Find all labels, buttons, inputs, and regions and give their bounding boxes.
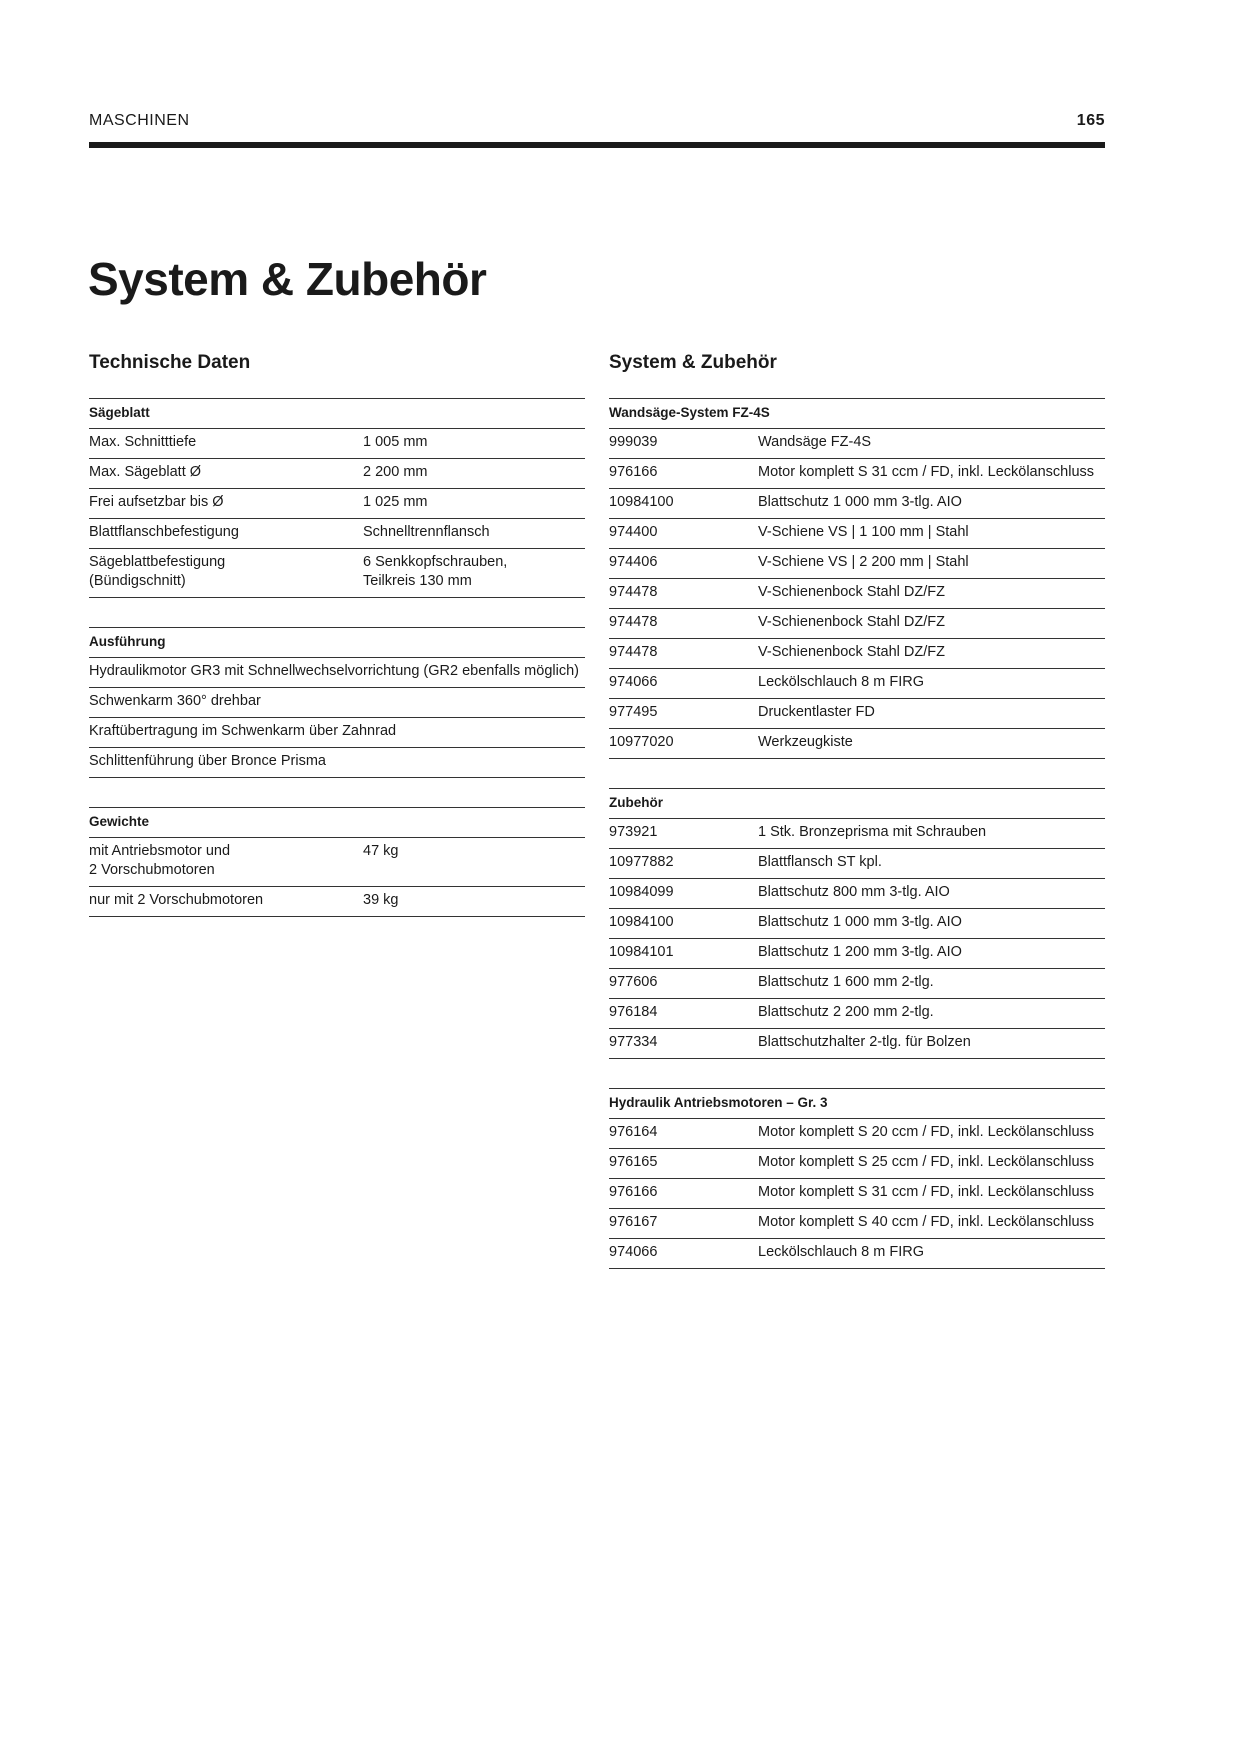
row-value: V-Schiene VS | 1 100 mm | Stahl bbox=[758, 524, 969, 540]
row-label: 974400 bbox=[609, 524, 658, 540]
table-row bbox=[609, 548, 1105, 578]
row-value: Blattschutz 800 mm 3-tlg. AIO bbox=[758, 884, 950, 900]
table-row bbox=[609, 878, 1105, 908]
table-row bbox=[89, 837, 585, 886]
row-label: 976164 bbox=[609, 1124, 658, 1140]
row-value: 39 kg bbox=[363, 892, 399, 908]
row-value: Motor komplett S 40 ccm / FD, inkl. Leckölanschluss bbox=[758, 1214, 1095, 1230]
technical-data-column bbox=[89, 352, 585, 946]
row-label: 976166 bbox=[609, 464, 658, 480]
table-row bbox=[609, 1118, 1105, 1148]
row-value: 2 200 mm bbox=[363, 464, 428, 480]
header-rule bbox=[89, 142, 1105, 148]
page-number: 165 bbox=[1076, 112, 1105, 129]
row-value: 1 Stk. Bronzeprisma mit Schrauben bbox=[758, 824, 987, 840]
table-row bbox=[609, 608, 1105, 638]
row-label: 974066 bbox=[609, 1244, 658, 1260]
row-value: V-Schienenbock Stahl DZ/FZ bbox=[758, 644, 945, 660]
row-label: 999039 bbox=[609, 434, 658, 450]
table-row bbox=[609, 638, 1105, 668]
row-label: 10977020 bbox=[609, 734, 674, 750]
table-row bbox=[609, 728, 1105, 759]
row-label: mit Antriebsmotor und 2 Vorschubmotoren bbox=[89, 843, 231, 878]
table-heading: Hydraulik Antriebsmotoren – Gr. 3 bbox=[609, 1088, 1105, 1118]
row-label: 977495 bbox=[609, 704, 658, 720]
row-text: Schlittenführung über Bronce Prisma bbox=[89, 753, 326, 769]
row-label: 976166 bbox=[609, 1184, 658, 1200]
row-label: 976167 bbox=[609, 1214, 658, 1230]
table-row bbox=[89, 687, 585, 717]
row-label: 974478 bbox=[609, 644, 658, 660]
row-text: Schwenkarm 360° drehbar bbox=[89, 693, 261, 709]
row-value: Blattschutz 1 000 mm 3-tlg. AIO bbox=[758, 914, 962, 930]
table-row bbox=[609, 698, 1105, 728]
row-value: 47 kg bbox=[363, 843, 399, 859]
zubehoer-table bbox=[609, 788, 1105, 1059]
row-label: 973921 bbox=[609, 824, 658, 840]
page-header bbox=[89, 112, 1105, 130]
technical-data-title: Technische Daten bbox=[89, 352, 251, 373]
saegeblatt-table bbox=[89, 398, 585, 598]
table-row bbox=[609, 578, 1105, 608]
row-value: Blattschutz 2 200 mm 2-tlg. bbox=[758, 1004, 934, 1020]
table-row bbox=[89, 428, 585, 458]
ausfuehrung-table bbox=[89, 627, 585, 778]
system-accessories-column bbox=[609, 352, 1105, 1298]
row-value: V-Schienenbock Stahl DZ/FZ bbox=[758, 584, 945, 600]
hydraulik-table bbox=[609, 1088, 1105, 1269]
table-row bbox=[609, 458, 1105, 488]
row-label: 977606 bbox=[609, 974, 658, 990]
table-row bbox=[89, 747, 585, 778]
table-row bbox=[609, 1178, 1105, 1208]
row-value: Blattschutz 1 600 mm 2-tlg. bbox=[758, 974, 934, 990]
row-label: 10977882 bbox=[609, 854, 674, 870]
system-accessories-title: System & Zubehör bbox=[609, 352, 777, 373]
row-value: Leckölschlauch 8 m FIRG bbox=[758, 674, 925, 690]
table-row bbox=[609, 818, 1105, 848]
row-label: 10984100 bbox=[609, 494, 674, 510]
row-label: Sägeblattbefestigung (Bündigschnitt) bbox=[89, 554, 226, 589]
table-row bbox=[89, 518, 585, 548]
wandsaege-system-table bbox=[609, 398, 1105, 759]
row-label: 974066 bbox=[609, 674, 658, 690]
row-label: 974406 bbox=[609, 554, 658, 570]
row-text: Hydraulikmotor GR3 mit Schnellwechselvorrichtung (GR2 ebenfalls möglich) bbox=[89, 663, 579, 679]
row-label: Frei aufsetzbar bis Ø bbox=[89, 494, 224, 510]
row-value: Motor komplett S 20 ccm / FD, inkl. Leckölanschluss bbox=[758, 1124, 1095, 1140]
table-row bbox=[609, 668, 1105, 698]
table-row bbox=[89, 458, 585, 488]
row-text: Kraftübertragung im Schwenkarm über Zahnrad bbox=[89, 723, 397, 739]
row-value: Werkzeugkiste bbox=[758, 734, 853, 750]
row-value: Blattschutz 1 000 mm 3-tlg. AIO bbox=[758, 494, 962, 510]
row-label: 10984100 bbox=[609, 914, 674, 930]
row-label: 10984099 bbox=[609, 884, 674, 900]
row-label: Blattflanschbefestigung bbox=[89, 524, 239, 540]
row-label: 10984101 bbox=[609, 944, 674, 960]
gewichte-table bbox=[89, 807, 585, 917]
row-value: Blattschutzhalter 2-tlg. für Bolzen bbox=[758, 1034, 971, 1050]
row-value: Schnelltrennflansch bbox=[363, 524, 490, 540]
table-row bbox=[609, 518, 1105, 548]
row-label: nur mit 2 Vorschubmotoren bbox=[89, 892, 264, 908]
row-value: Motor komplett S 25 ccm / FD, inkl. Leckölanschluss bbox=[758, 1154, 1095, 1170]
row-label: Max. Sägeblatt Ø bbox=[89, 464, 202, 480]
row-label: 977334 bbox=[609, 1034, 658, 1050]
row-label: 974478 bbox=[609, 614, 658, 630]
table-row bbox=[89, 886, 585, 917]
table-row bbox=[609, 428, 1105, 458]
table-row bbox=[609, 1238, 1105, 1269]
page-title: System & Zubehör bbox=[88, 253, 487, 305]
table-heading: Wandsäge-System FZ-4S bbox=[609, 398, 1105, 428]
section-label: MASCHINEN bbox=[89, 112, 190, 129]
row-label: 976165 bbox=[609, 1154, 658, 1170]
row-value: V-Schiene VS | 2 200 mm | Stahl bbox=[758, 554, 969, 570]
table-row bbox=[609, 488, 1105, 518]
row-value: 6 Senkkopfschrauben, Teilkreis 130 mm bbox=[363, 554, 508, 589]
row-value: 1 005 mm bbox=[363, 434, 428, 450]
row-value: Blattflansch ST kpl. bbox=[758, 854, 882, 870]
row-value: 1 025 mm bbox=[363, 494, 428, 510]
table-row bbox=[609, 1148, 1105, 1178]
table-row bbox=[609, 938, 1105, 968]
table-row bbox=[609, 1208, 1105, 1238]
table-heading: Sägeblatt bbox=[89, 398, 585, 428]
row-label: Max. Schnitttiefe bbox=[89, 434, 197, 450]
row-value: Motor komplett S 31 ccm / FD, inkl. Leckölanschluss bbox=[758, 464, 1095, 480]
table-row bbox=[609, 908, 1105, 938]
row-value: V-Schienenbock Stahl DZ/FZ bbox=[758, 614, 945, 630]
table-row bbox=[609, 998, 1105, 1028]
table-row bbox=[89, 548, 585, 598]
table-row bbox=[89, 488, 585, 518]
table-row bbox=[609, 968, 1105, 998]
row-label: 976184 bbox=[609, 1004, 658, 1020]
table-row bbox=[609, 848, 1105, 878]
row-value: Blattschutz 1 200 mm 3-tlg. AIO bbox=[758, 944, 962, 960]
row-value: Druckentlaster FD bbox=[758, 704, 875, 720]
table-heading: Gewichte bbox=[89, 807, 585, 837]
table-row bbox=[89, 717, 585, 747]
table-heading: Zubehör bbox=[609, 788, 1105, 818]
row-label: 974478 bbox=[609, 584, 658, 600]
row-value: Motor komplett S 31 ccm / FD, inkl. Leckölanschluss bbox=[758, 1184, 1095, 1200]
row-value: Wandsäge FZ-4S bbox=[758, 434, 872, 450]
table-row bbox=[89, 657, 585, 687]
table-heading: Ausführung bbox=[89, 627, 585, 657]
row-value: Leckölschlauch 8 m FIRG bbox=[758, 1244, 925, 1260]
table-row bbox=[609, 1028, 1105, 1059]
